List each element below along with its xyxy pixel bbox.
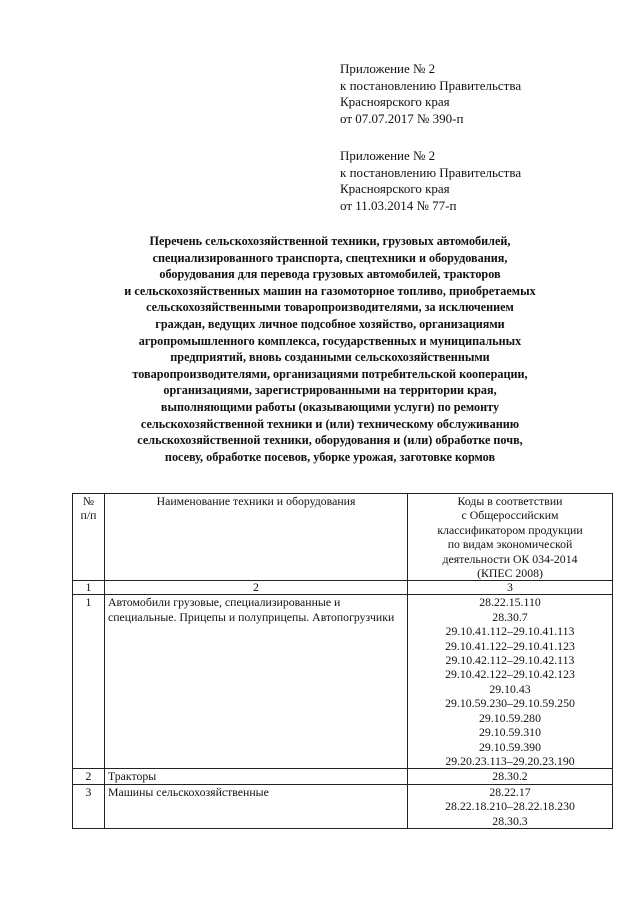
title-line: сельскохозяйственными товаропроизводителями, за исключением <box>146 300 514 315</box>
column-numbers-row <box>73 581 613 595</box>
appendix-header-current <box>340 61 521 127</box>
appendix-label: Приложение № 2 <box>340 148 436 163</box>
title-line: посеву, обработке посевов, уборке урожая, заготовке кормов <box>164 449 496 464</box>
okpd-code: 29.10.42.112–29.10.42.113 <box>445 653 575 668</box>
okpd-code: 29.10.59.310 <box>479 725 541 740</box>
column-number: 1 <box>73 581 105 595</box>
header-codes <box>408 494 613 581</box>
title-line: товаропроизводителями, организациями потребительской кооперации, <box>132 366 528 381</box>
header-codes-line: деятельности ОК 034-2014 <box>442 551 578 566</box>
appendix-date-number: от 07.07.2017 № 390-п <box>340 110 464 126</box>
okpd-code: 29.10.41.112–29.10.41.113 <box>445 624 575 639</box>
appendix-region: Красноярского края <box>340 181 450 196</box>
header-codes-line: по видам экономической <box>447 537 573 552</box>
row-name: Тракторы <box>105 769 408 784</box>
okpd-code: 29.10.41.122–29.10.41.123 <box>445 638 575 653</box>
row-name: Машины сельскохозяйственные <box>105 784 408 828</box>
appendix-resolution-ref: к постановлению Правительства <box>340 164 522 180</box>
table-header-row <box>73 494 613 581</box>
equipment-codes-table <box>72 493 613 829</box>
title-line: и сельскохозяйственных машин на газомоторное топливо, приобретаемых <box>124 283 536 298</box>
okpd-code: 29.10.59.230–29.10.59.250 <box>445 696 575 711</box>
title-line: сельскохозяйственной техники, оборудования и (или) обработке почв, <box>137 433 523 448</box>
header-codes-line: Коды в соответствии <box>457 494 563 508</box>
document-title <box>60 233 600 465</box>
appendix-label: Приложение № 2 <box>340 61 436 76</box>
title-line: организациями, зарегистрированными на территории края, <box>163 383 497 398</box>
header-name: Наименование техники и оборудования <box>105 494 408 581</box>
okpd-code: 28.22.17 <box>489 784 531 799</box>
header-number <box>73 494 105 581</box>
header-number-pp: п/п <box>80 508 97 523</box>
title-line: оборудования для перевода грузовых автомобилей, тракторов <box>159 267 501 282</box>
row-codes <box>408 595 613 769</box>
header-number-sign: № <box>82 494 95 508</box>
okpd-code: 28.30.3 <box>492 813 528 828</box>
column-number: 3 <box>408 581 613 595</box>
okpd-code: 29.20.23.113–29.20.23.190 <box>445 753 575 768</box>
row-number: 3 <box>73 784 105 828</box>
okpd-code: 29.10.43 <box>489 681 531 696</box>
row-codes <box>408 784 613 828</box>
table-row <box>73 595 613 769</box>
okpd-code: 28.22.18.210–28.22.18.230 <box>445 799 575 814</box>
table-row <box>73 769 613 784</box>
appendix-header-original <box>340 148 521 214</box>
header-codes-line: классификатором продукции <box>437 522 583 537</box>
appendix-date-number: от 11.03.2014 № 77-п <box>340 197 457 213</box>
appendix-region: Красноярского края <box>340 94 450 109</box>
title-line: граждан, ведущих личное подсобное хозяйство, организациями <box>155 316 505 331</box>
row-name: Автомобили грузовые, специализированные и специальные. Прицепы и полуприцепы. Автопогрузчики <box>105 595 408 769</box>
header-codes-line: с Общероссийским <box>461 508 559 523</box>
okpd-code: 29.10.59.280 <box>479 710 541 725</box>
row-number: 1 <box>73 595 105 769</box>
okpd-code: 29.10.42.122–29.10.42.123 <box>445 667 575 682</box>
header-codes-line: (КПЕС 2008) <box>477 566 543 581</box>
row-codes <box>408 769 613 784</box>
title-line: Перечень сельскохозяйственной техники, грузовых автомобилей, <box>149 234 511 248</box>
appendix-resolution-ref: к постановлению Правительства <box>340 77 522 93</box>
okpd-code: 29.10.59.390 <box>479 739 541 754</box>
okpd-code: 28.30.2 <box>492 769 528 784</box>
title-line: специализированного транспорта, спецтехники и оборудования, <box>152 250 508 265</box>
title-line: сельскохозяйственной техники и (или) техническому обслуживанию <box>140 416 520 431</box>
okpd-code: 28.30.7 <box>492 609 528 624</box>
title-line: выполняющими работы (оказывающими услуги) по ремонту <box>160 399 500 414</box>
table-row <box>73 784 613 828</box>
title-line: агропромышленного комплекса, государственных и муниципальных <box>138 333 522 348</box>
title-line: предприятий, вновь созданными сельскохозяйственными <box>170 350 490 365</box>
row-number: 2 <box>73 769 105 784</box>
column-number: 2 <box>105 581 408 595</box>
okpd-code: 28.22.15.110 <box>479 595 541 610</box>
